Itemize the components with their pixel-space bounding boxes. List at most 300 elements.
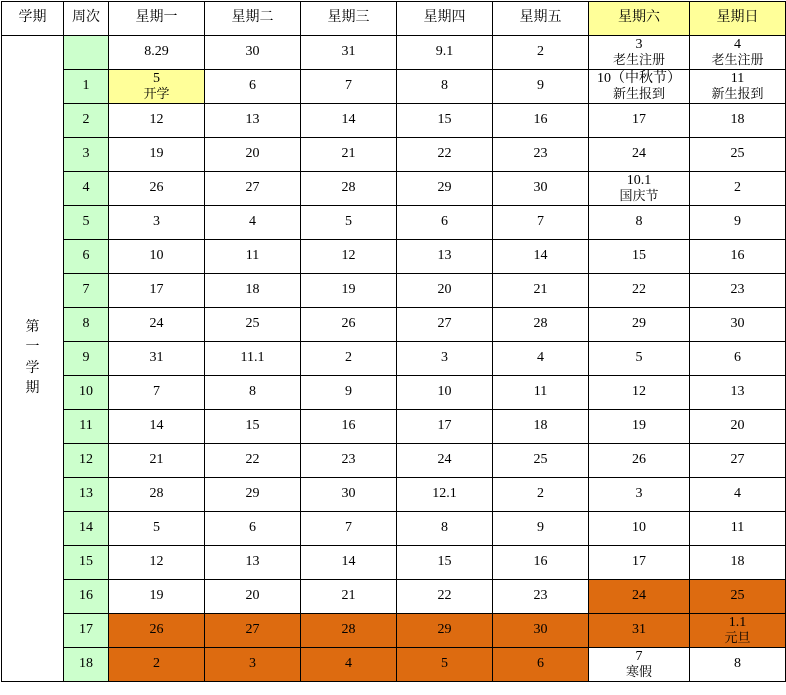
day-cell [109,36,205,70]
day-number: 22 [245,452,260,468]
header-monday: 星期一 [109,2,205,36]
day-cell [301,70,397,104]
day-cell [397,342,493,376]
week-number-cell: 16 [64,580,109,614]
table-row [2,546,786,580]
day-number: 7 [345,520,352,536]
table-row [2,308,786,342]
day-cell [493,376,589,410]
day-cell [690,580,786,614]
day-number: 21 [149,452,164,468]
day-cell [493,70,589,104]
day-cell [109,104,205,138]
day-number: 26 [149,622,164,638]
day-number: 14 [341,112,356,128]
day-number: 2 [537,44,544,60]
day-cell [109,308,205,342]
day-number: 28 [341,622,356,638]
week-number-cell: 7 [64,274,109,308]
day-cell [493,648,589,682]
table-row [2,376,786,410]
day-cell [493,444,589,478]
day-cell [493,308,589,342]
day-number: 20 [730,418,745,434]
day-cell [589,308,690,342]
day-cell [109,342,205,376]
day-number: 4 [734,36,741,52]
day-number: 5 [441,656,448,672]
day-number: 17 [632,112,646,128]
day-cell [690,172,786,206]
day-number: 10 [632,520,646,536]
day-cell [109,580,205,614]
header-tuesday: 星期二 [205,2,301,36]
day-number: 4 [734,486,741,502]
day-number: 12 [632,384,646,400]
table-row [2,274,786,308]
week-number-cell: 9 [64,342,109,376]
day-number: 19 [149,146,164,162]
day-cell [109,138,205,172]
table-body [2,36,786,682]
week-number-cell: 17 [64,614,109,648]
day-number: 22 [632,282,646,298]
day-cell [589,138,690,172]
day-number: 18 [245,282,260,298]
day-cell [397,648,493,682]
day-cell [205,172,301,206]
week-number-cell: 14 [64,512,109,546]
day-cell [589,274,690,308]
day-cell [301,206,397,240]
day-number: 13 [730,384,745,400]
day-cell [109,206,205,240]
week-number-cell: 5 [64,206,109,240]
day-number: 7 [635,648,643,664]
header-term: 学期 [2,2,64,36]
day-number: 29 [437,622,452,638]
day-number: 12 [149,554,164,570]
table-row [2,70,786,104]
day-number: 16 [341,418,356,434]
day-note: 新生报到 [711,86,764,102]
day-cell [397,444,493,478]
day-cell [397,240,493,274]
day-number: 29 [437,180,452,196]
term-label-char: 一 [25,340,40,356]
day-number: 11 [533,384,548,400]
day-cell [690,308,786,342]
day-number: 21 [341,588,356,604]
day-number: 4 [345,656,352,672]
header-sunday: 星期日 [690,2,786,36]
day-number: 19 [632,418,646,434]
day-number: 16 [533,554,548,570]
day-number: 4 [537,350,544,366]
day-cell [690,274,786,308]
day-number: 2 [734,180,741,196]
header-friday: 星期五 [493,2,589,36]
day-cell [690,36,786,70]
day-cell [301,546,397,580]
day-cell [493,546,589,580]
day-number: 21 [533,282,548,298]
day-number: 23 [533,588,548,604]
day-number: 3 [635,36,643,52]
day-cell [589,70,690,104]
day-cell [397,70,493,104]
day-cell [301,614,397,648]
header-saturday: 星期六 [589,2,690,36]
day-cell [205,274,301,308]
day-number: 31 [149,350,164,366]
day-number: 20 [245,146,260,162]
day-cell [301,512,397,546]
day-cell [690,138,786,172]
day-number: 13 [245,554,260,570]
day-cell [589,614,690,648]
day-cell [109,512,205,546]
day-number: 9 [734,214,741,230]
day-cell [589,104,690,138]
day-cell [397,410,493,444]
day-cell [397,512,493,546]
day-note: 寒假 [625,664,652,680]
day-number: 9.1 [435,44,454,60]
day-number: 3 [249,656,256,672]
day-cell [301,444,397,478]
day-number: 8.29 [144,44,169,60]
week-number-cell [64,36,109,70]
academic-calendar-table [1,1,786,682]
day-number: 28 [341,180,356,196]
day-number: 3 [441,350,448,366]
day-note: 元旦 [724,630,751,646]
day-cell [397,308,493,342]
table-row [2,580,786,614]
day-cell [690,104,786,138]
day-cell [205,104,301,138]
day-cell [205,138,301,172]
table-row [2,138,786,172]
day-number: 23 [341,452,356,468]
term-label [2,36,64,682]
day-note: 新生报到 [612,86,665,102]
day-cell [589,410,690,444]
day-cell [589,478,690,512]
day-cell [205,308,301,342]
day-cell [109,410,205,444]
day-number: 8 [635,214,643,230]
day-note: 老生注册 [711,52,764,68]
day-cell [493,104,589,138]
day-number: 29 [245,486,260,502]
day-cell [493,410,589,444]
day-cell [397,478,493,512]
day-cell [493,206,589,240]
day-number: 19 [341,282,356,298]
day-number: 4 [249,214,256,230]
week-number-cell: 13 [64,478,109,512]
table-row [2,342,786,376]
day-number: 14 [533,248,548,264]
day-cell [589,648,690,682]
day-number: 5 [635,350,643,366]
day-cell [205,444,301,478]
day-cell [205,376,301,410]
day-cell [690,342,786,376]
day-number: 30 [245,44,260,60]
day-number: 11 [245,248,260,264]
day-cell [301,376,397,410]
day-cell [690,376,786,410]
day-number: 23 [730,282,745,298]
day-cell [205,70,301,104]
term-label-char: 第 [25,319,40,335]
day-number: 28 [149,486,164,502]
table-row [2,512,786,546]
day-number: 6 [249,520,256,536]
day-number: 15 [437,554,452,570]
day-cell [301,308,397,342]
day-number: 18 [533,418,548,434]
day-number: 6 [734,350,741,366]
day-number: 26 [341,316,356,332]
day-cell [397,614,493,648]
day-cell [205,410,301,444]
table-row [2,648,786,682]
day-number: 12 [341,248,356,264]
week-number-cell: 11 [64,410,109,444]
day-number: 8 [441,520,448,536]
day-cell [493,614,589,648]
day-cell [109,614,205,648]
day-number: 22 [437,588,452,604]
day-cell [109,274,205,308]
day-cell [493,580,589,614]
day-cell [109,444,205,478]
day-number: 8 [734,656,741,672]
day-number: 24 [437,452,452,468]
day-number: 16 [730,248,745,264]
day-number: 17 [632,554,646,570]
day-cell [690,240,786,274]
day-number: 31 [632,622,646,638]
day-number: 3 [153,214,160,230]
day-number: 7 [153,384,160,400]
day-number: 28 [533,316,548,332]
day-cell [397,274,493,308]
week-number-cell: 15 [64,546,109,580]
day-number: 29 [632,316,646,332]
day-number: 5 [345,214,352,230]
day-cell [397,376,493,410]
day-cell [690,512,786,546]
table-row [2,410,786,444]
day-cell [493,274,589,308]
day-number: 17 [149,282,164,298]
day-number: 26 [632,452,646,468]
day-cell [493,172,589,206]
day-cell [301,172,397,206]
table-row [2,478,786,512]
day-number: 25 [245,316,260,332]
day-cell [397,138,493,172]
day-cell [205,546,301,580]
day-number: 17 [437,418,452,434]
day-cell [589,36,690,70]
day-cell [397,172,493,206]
day-cell [589,240,690,274]
day-number: 10 [149,248,164,264]
day-cell [589,206,690,240]
day-number: 21 [341,146,356,162]
day-number: 30 [730,316,745,332]
week-number-cell: 6 [64,240,109,274]
day-number: 26 [149,180,164,196]
day-number: 13 [245,112,260,128]
day-number: 7 [345,78,352,94]
day-number: 24 [632,146,646,162]
week-number-cell: 3 [64,138,109,172]
day-number: 5 [153,520,160,536]
day-note: 开学 [143,86,170,102]
day-number: 23 [533,146,548,162]
table-row [2,206,786,240]
day-number: 3 [635,486,643,502]
day-number: 14 [149,418,164,434]
day-note: 老生注册 [612,52,665,68]
day-number: 11.1 [240,350,265,366]
day-cell [690,614,786,648]
day-number: 31 [341,44,356,60]
day-cell [205,342,301,376]
day-number: 24 [149,316,164,332]
term-label-char: 学 [25,360,40,376]
day-cell [589,580,690,614]
day-cell [205,648,301,682]
day-cell [690,478,786,512]
day-number: 18 [730,112,745,128]
day-number: 12.1 [432,486,457,502]
day-number: 9 [537,78,544,94]
header-thursday: 星期四 [397,2,493,36]
day-number: 30 [341,486,356,502]
day-note: 国庆节 [619,188,659,204]
day-cell [690,648,786,682]
day-cell [109,478,205,512]
day-number: 2 [153,656,160,672]
day-number: 20 [245,588,260,604]
day-number: 18 [730,554,745,570]
day-number: 27 [437,316,452,332]
day-cell [493,138,589,172]
day-number: 9 [345,384,352,400]
day-cell [109,70,205,104]
day-number: 15 [245,418,260,434]
header-week-number: 周次 [64,2,109,36]
day-number: 8 [249,384,256,400]
day-cell [205,512,301,546]
day-number: 11 [730,70,745,86]
day-cell [109,240,205,274]
day-cell [109,648,205,682]
week-number-cell: 18 [64,648,109,682]
day-number: 9 [537,520,544,536]
table-row [2,240,786,274]
day-cell [109,376,205,410]
day-cell [205,580,301,614]
day-cell [301,410,397,444]
table-row [2,614,786,648]
week-number-cell: 12 [64,444,109,478]
day-cell [301,580,397,614]
day-cell [109,172,205,206]
table-row [2,36,786,70]
day-number: 6 [537,656,544,672]
day-number: 27 [245,180,260,196]
day-number: 14 [341,554,356,570]
day-number: 25 [533,452,548,468]
day-cell [205,36,301,70]
day-number: 11 [730,520,745,536]
day-cell [690,70,786,104]
day-cell [493,512,589,546]
day-cell [397,580,493,614]
term-label-char: 期 [25,380,40,396]
day-cell [493,36,589,70]
table-row [2,104,786,138]
day-number: 2 [345,350,352,366]
day-cell [589,342,690,376]
week-number-cell: 8 [64,308,109,342]
day-cell [205,206,301,240]
table-row [2,444,786,478]
day-number: 15 [632,248,646,264]
day-cell [589,444,690,478]
day-number: 10.1 [626,172,652,188]
day-number: 27 [245,622,260,638]
week-number-cell: 10 [64,376,109,410]
day-number: 5 [153,70,160,86]
day-cell [690,444,786,478]
day-number: 2 [537,486,544,502]
day-number: 15 [437,112,452,128]
day-number: 6 [441,214,448,230]
day-number: 30 [533,180,548,196]
day-cell [493,342,589,376]
day-number: 19 [149,588,164,604]
day-number: 6 [249,78,256,94]
day-cell [301,36,397,70]
day-cell [397,36,493,70]
week-number-cell: 1 [64,70,109,104]
day-number: 8 [441,78,448,94]
day-number: 1.1 [728,614,747,630]
day-cell [493,478,589,512]
day-cell [205,478,301,512]
day-cell [205,240,301,274]
day-cell [690,206,786,240]
week-number-cell: 2 [64,104,109,138]
day-number: 25 [730,146,745,162]
day-cell [301,342,397,376]
day-number: 13 [437,248,452,264]
header-wednesday: 星期三 [301,2,397,36]
day-number: 30 [533,622,548,638]
day-cell [301,104,397,138]
table-header [2,2,786,36]
